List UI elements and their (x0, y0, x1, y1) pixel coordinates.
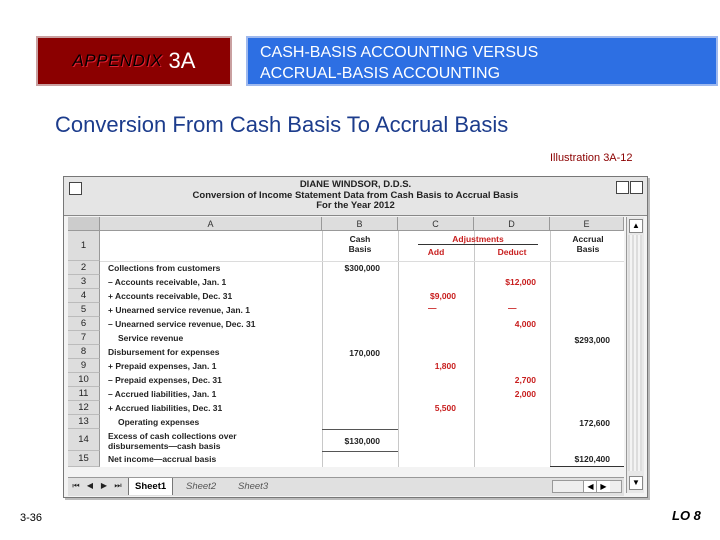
appendix-banner (36, 36, 232, 86)
row-label: Net income—accrual basis (108, 454, 217, 464)
select-all-corner[interactable] (68, 217, 100, 231)
add-value: $9,000 (430, 291, 456, 301)
column-header-b[interactable]: B (322, 217, 398, 231)
first-sheet-icon[interactable]: ⏮ (72, 481, 80, 490)
page-number: 3-36 (20, 512, 43, 524)
row-label: Operating expenses (118, 417, 200, 427)
accrual-basis-value: $293,000 (574, 335, 610, 345)
report-title: Conversion of Income Statement Data from Cash Basis to Accrual Basis (192, 189, 519, 201)
previous-sheet-icon[interactable]: ◀ (86, 481, 94, 490)
row-header-2[interactable]: 2 (68, 261, 100, 275)
next-sheet-icon[interactable]: ▶ (100, 481, 108, 490)
last-sheet-icon[interactable]: ⏭ (114, 481, 122, 490)
accrual-basis-value: 172,600 (579, 418, 610, 428)
scroll-down-arrow-icon[interactable]: ▼ (629, 476, 643, 490)
company-name: DIANE WINDSOR, D.D.S. (299, 179, 412, 190)
row-header-1[interactable]: 1 (68, 231, 100, 261)
grid-line (100, 261, 624, 262)
report-period: For the Year 2012 (316, 200, 395, 211)
column-header-c[interactable]: C (398, 217, 474, 231)
spreadsheet-grid[interactable] (68, 217, 624, 467)
row-header-10[interactable]: 10 (68, 373, 100, 387)
add-header: Add (427, 247, 445, 257)
adjustments-header: Adjustments (418, 234, 538, 245)
row-header-12[interactable]: 12 (68, 401, 100, 415)
appendix-number: 3A (168, 48, 196, 73)
scroll-up-arrow-icon[interactable]: ▲ (629, 219, 643, 233)
row-header-4[interactable]: 4 (68, 289, 100, 303)
spreadsheet-window (63, 176, 648, 498)
row-label: + Unearned service revenue, Jan. 1 (108, 305, 250, 315)
accrual-basis-value: $120,400 (574, 454, 610, 464)
scroll-left-arrow-icon[interactable]: ◀ (583, 481, 597, 492)
row-label: + Accrued liabilities, Dec. 31 (108, 403, 223, 413)
column-header-a[interactable]: A (100, 217, 322, 231)
deduct-value: $12,000 (505, 277, 536, 287)
add-value: 1,800 (434, 361, 456, 371)
cash-basis-header-line1: Cash (349, 234, 371, 244)
deduct-value: 2,700 (514, 375, 536, 385)
row-label: – Prepaid expenses, Dec. 31 (108, 375, 222, 385)
learning-objective-label: LO 8 (672, 508, 701, 523)
cash-basis-value: $130,000 (344, 436, 380, 446)
add-value: — (428, 303, 437, 313)
column-header-e[interactable]: E (550, 217, 624, 231)
row-header-8[interactable]: 8 (68, 345, 100, 359)
grid-line (550, 231, 551, 467)
row-header-6[interactable]: 6 (68, 317, 100, 331)
accrual-basis-header-line1: Accrual (572, 234, 604, 244)
cash-basis-header-line2: Basis (348, 244, 372, 254)
row-header-9[interactable]: 9 (68, 359, 100, 373)
deduct-value: — (508, 303, 517, 313)
deduct-value: 2,000 (514, 389, 536, 399)
deduct-header: Deduct (497, 247, 527, 257)
tab-sheet3[interactable]: Sheet3 (238, 481, 269, 492)
row-label: – Unearned service revenue, Dec. 31 (108, 319, 256, 329)
appendix-label: APPENDIX (72, 51, 163, 70)
deduct-value: 4,000 (514, 319, 536, 329)
row-label-line2: disbursements—cash basis (108, 440, 221, 451)
sheet-tab-bar (68, 477, 624, 496)
grid-line (398, 231, 399, 467)
row-header-14[interactable]: 14 (68, 429, 100, 451)
row-header-7[interactable]: 7 (68, 331, 100, 345)
scrollbar-track[interactable] (628, 235, 642, 471)
row-label: Disbursement for expenses (108, 347, 220, 357)
chapter-title-line1: CASH-BASIS ACCOUNTING VERSUS (260, 44, 539, 61)
accrual-basis-header (552, 234, 624, 254)
chapter-title-banner (246, 36, 718, 86)
row-header-13[interactable]: 13 (68, 415, 100, 429)
slide-subtitle: Conversion From Cash Basis To Accrual Basis (55, 112, 509, 137)
row-header-15[interactable]: 15 (68, 451, 100, 467)
column-header-d[interactable]: D (474, 217, 550, 231)
double-rule (550, 466, 624, 467)
row-label-line1: Excess of cash collections over (108, 431, 237, 441)
row-header-3[interactable]: 3 (68, 275, 100, 289)
illustration-label: Illustration 3A-12 (550, 152, 633, 164)
vertical-scrollbar[interactable] (626, 217, 644, 493)
cash-basis-value: 170,000 (349, 348, 380, 358)
cash-basis-value: $300,000 (344, 263, 380, 273)
total-rule (322, 451, 398, 452)
row-label: – Accrued liabilities, Jan. 1 (108, 389, 217, 399)
row-label: + Accounts receivable, Dec. 31 (108, 291, 233, 301)
tab-sheet1[interactable]: Sheet1 (128, 478, 173, 495)
scroll-right-arrow-icon[interactable]: ▶ (596, 481, 610, 492)
chapter-title-line2: ACCRUAL-BASIS ACCOUNTING (260, 65, 501, 82)
add-value: 5,500 (434, 403, 456, 413)
accrual-basis-header-line2: Basis (576, 244, 600, 254)
row-header-11[interactable]: 11 (68, 387, 100, 401)
row-label: – Accounts receivable, Jan. 1 (108, 277, 227, 287)
row-label: Collections from customers (108, 263, 221, 273)
window-title-bar[interactable] (64, 177, 647, 216)
cash-basis-header (324, 234, 396, 254)
row-label: + Prepaid expenses, Jan. 1 (108, 361, 217, 371)
row-label (108, 432, 237, 451)
horizontal-scrollbar[interactable] (552, 480, 622, 493)
row-header-5[interactable]: 5 (68, 303, 100, 317)
grid-line (322, 231, 323, 467)
row-label: Service revenue (118, 333, 184, 343)
grid-line (474, 231, 475, 467)
tab-sheet2[interactable]: Sheet2 (186, 481, 217, 492)
total-rule (322, 429, 398, 430)
